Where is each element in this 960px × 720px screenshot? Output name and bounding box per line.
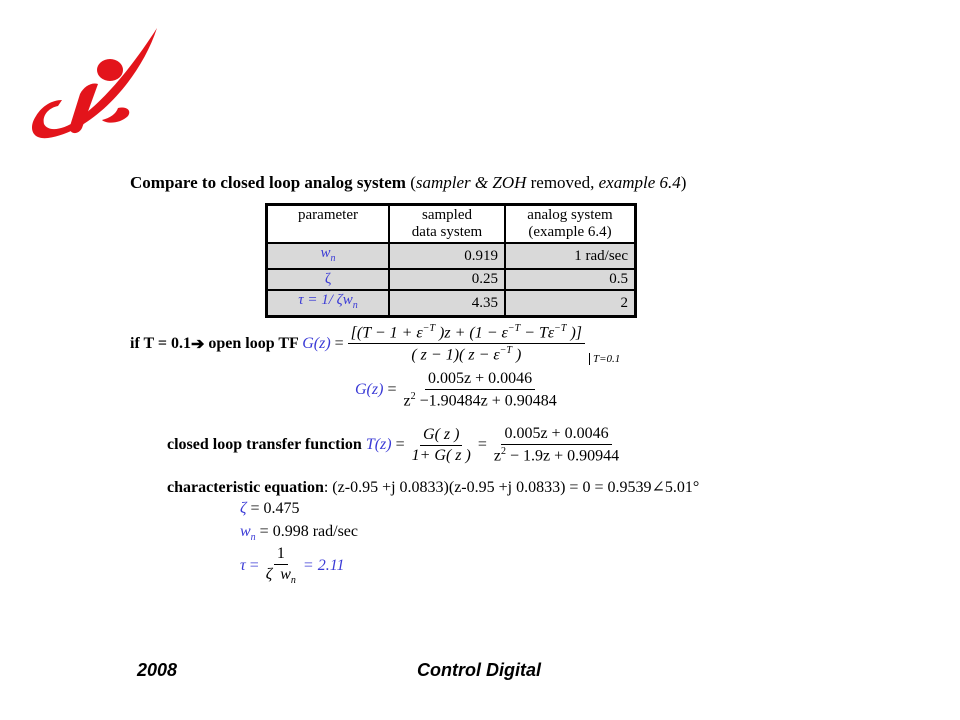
open-loop-g: G(z)	[302, 334, 331, 352]
closed-loop-equation	[167, 425, 622, 465]
tau-den-sub: n	[290, 575, 296, 587]
g-numeric-label: G(z)	[355, 381, 384, 399]
result-zeta-value: = 0.475	[246, 500, 300, 517]
g-den-sup: 2	[410, 391, 416, 402]
arrow-icon: ➔	[190, 335, 205, 353]
result-tau-fraction	[263, 545, 299, 586]
result-tau-num: 1	[274, 545, 288, 565]
closed-loop-eq2: =	[473, 436, 491, 454]
den-part-a: ( z − 1)( z − ε	[411, 346, 500, 364]
footer-title: Control Digital	[417, 660, 541, 680]
cl-den-a: z	[493, 447, 501, 465]
cell-sampled: 4.35	[389, 290, 505, 317]
g-numeric-equation	[355, 370, 560, 410]
result-wn-base: w	[240, 523, 251, 540]
closed-loop-fraction-2	[491, 425, 622, 465]
closed-loop-den-2	[491, 445, 622, 465]
result-tau-eq: =	[245, 556, 263, 574]
heading-removed: removed,	[526, 173, 599, 192]
table-header-row	[267, 205, 636, 244]
param-zeta: ζ	[267, 269, 390, 290]
num-part-a: [(T − 1 + ε	[350, 324, 423, 342]
g-numeric-numerator: 0.005z + 0.0046	[425, 370, 535, 390]
logo-i-dot	[97, 59, 123, 81]
result-zeta-symbol: ζ	[240, 500, 247, 517]
open-loop-label: open loop TF	[204, 334, 303, 352]
comparison-table	[265, 203, 637, 318]
characteristic-rest: : (z-0.95 +j 0.0833)(z-0.95 +j 0.0833) = 0 = 0.9539∠5.01°	[323, 479, 700, 496]
characteristic-equation	[167, 477, 699, 497]
cell-sampled: 0.25	[389, 269, 505, 290]
red-i-swoosh-logo	[22, 20, 167, 145]
num-part-d: )]	[566, 324, 583, 342]
heading-example: example 6.4	[598, 173, 681, 192]
param-tau-sub: n	[352, 300, 358, 311]
table-row	[267, 269, 636, 290]
closed-loop-eq1: =	[391, 436, 409, 454]
closed-loop-num-1: G( z )	[420, 426, 462, 446]
result-wn-sub: n	[250, 532, 256, 544]
heading-paren-close: )	[680, 173, 687, 192]
open-loop-denominator	[408, 344, 524, 364]
characteristic-label: characteristic equation	[167, 479, 324, 496]
result-tau-symbol: τ	[240, 556, 246, 574]
param-wn-sub: n	[330, 253, 336, 264]
heading-italic-part: sampler & ZOH	[415, 173, 527, 192]
num-sup-1: −T	[422, 323, 436, 334]
num-sup-3: −T	[554, 323, 567, 334]
cell-analog: 1 rad/sec	[505, 243, 636, 269]
logo-swoosh-stroke	[32, 28, 157, 138]
result-tau-den	[263, 565, 299, 586]
g-den-a: z	[403, 392, 411, 410]
param-tau-prefix: τ = 1/ ζw	[298, 292, 353, 308]
open-loop-lead: if T = 0.1	[130, 334, 191, 352]
open-loop-numerator	[348, 323, 585, 344]
header-sampled	[389, 205, 505, 244]
cl-den-sup: 2	[501, 446, 506, 457]
g-numeric-denominator	[400, 390, 559, 410]
header-sampled-line2: data system	[411, 224, 483, 240]
header-analog-line1: analog system	[527, 207, 613, 223]
closed-loop-fraction-1	[409, 426, 474, 465]
header-analog-line2: (example 6.4)	[528, 224, 612, 240]
result-tau	[240, 545, 345, 586]
result-wn	[240, 523, 358, 543]
param-wn-base: w	[320, 245, 331, 261]
tau-den-a: ζ w	[265, 566, 291, 583]
header-analog	[505, 205, 636, 244]
logo-swoosh-inner	[102, 107, 129, 122]
heading-bold-lead: Compare to closed loop analog system	[130, 173, 406, 192]
g-numeric-eq: =	[383, 381, 401, 399]
result-zeta	[240, 500, 300, 518]
closed-loop-label: closed loop transfer function	[167, 436, 366, 454]
result-tau-value: = 2.11	[298, 556, 345, 574]
table-row	[267, 243, 636, 269]
cell-sampled: 0.919	[389, 243, 505, 269]
num-sup-2: −T	[507, 323, 521, 334]
closed-loop-num-2: 0.005z + 0.0046	[501, 425, 611, 445]
header-parameter: parameter	[267, 205, 390, 244]
g-numeric-fraction	[400, 370, 559, 410]
den-part-b: )	[512, 346, 522, 364]
header-sampled-line1: sampled	[422, 207, 472, 223]
open-loop-eq: =	[330, 334, 348, 352]
cell-analog: 0.5	[505, 269, 636, 290]
result-wn-value: = 0.998 rad/sec	[255, 523, 358, 540]
eval-at-t: T=0.1	[589, 353, 620, 365]
param-tau	[267, 290, 390, 317]
cl-den-b: − 1.9z + 0.90944	[506, 447, 620, 465]
heading-paren-open: (	[405, 173, 416, 192]
section-heading	[130, 173, 686, 193]
num-part-c: − Tε	[520, 324, 555, 342]
den-sup: −T	[499, 345, 512, 357]
g-den-b: −1.90484z + 0.90484	[415, 392, 557, 410]
closed-loop-t: T(z)	[365, 436, 392, 454]
open-loop-fraction	[348, 323, 585, 365]
closed-loop-den-1: 1+ G( z )	[411, 446, 471, 464]
num-part-b: )z + (1 − ε	[435, 324, 508, 342]
cell-analog: 2	[505, 290, 636, 317]
table-row	[267, 290, 636, 317]
open-loop-equation	[130, 323, 620, 365]
footer-year: 2008	[137, 660, 178, 680]
param-wn	[267, 243, 390, 269]
